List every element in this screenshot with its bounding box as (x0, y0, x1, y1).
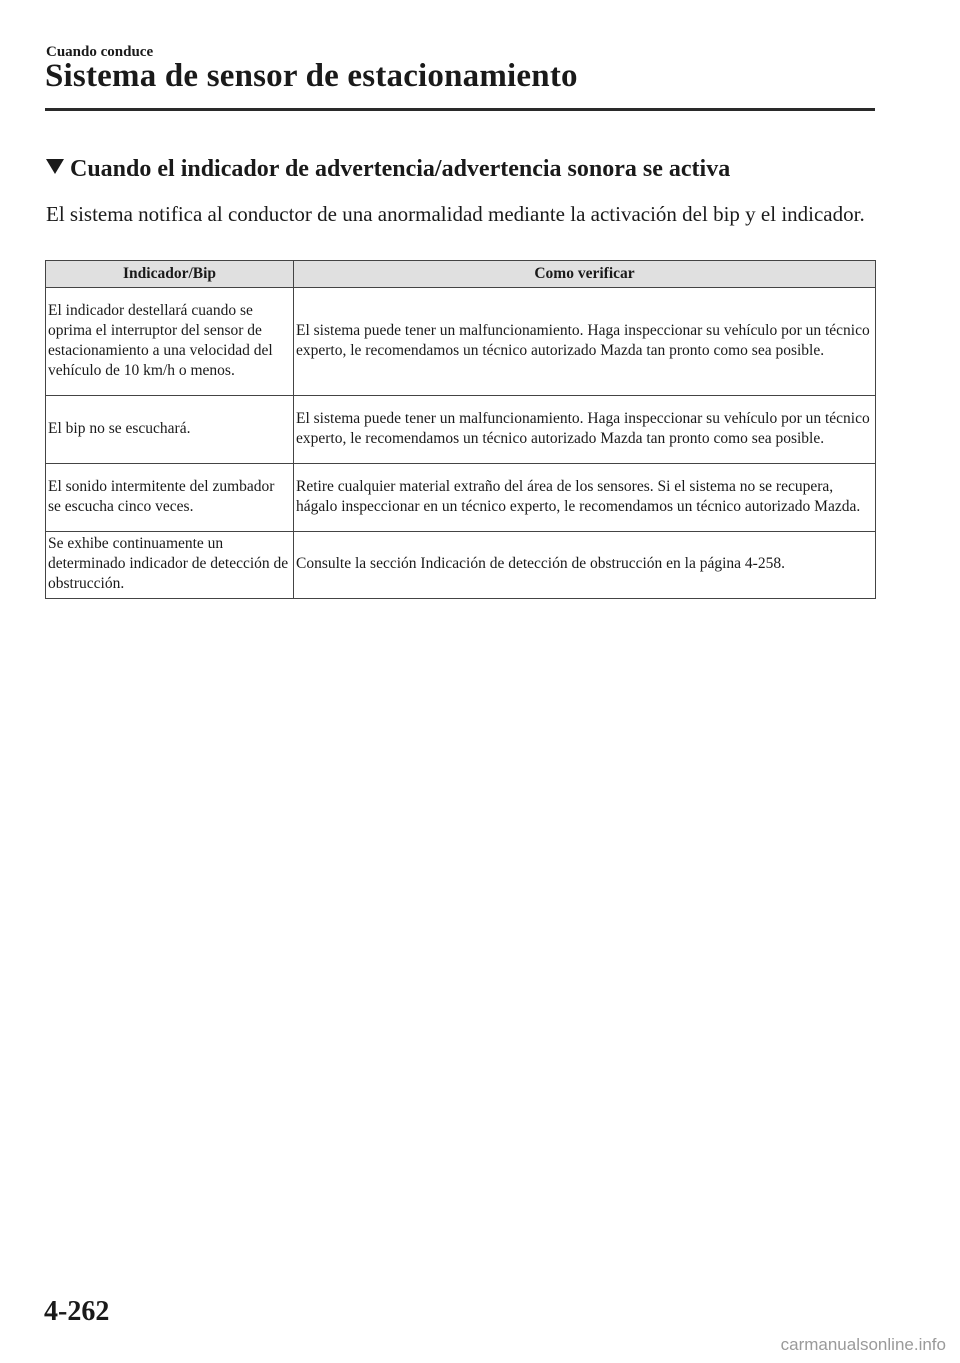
cell-indicator: El sonido intermitente del zumbador se escucha cinco veces. (46, 464, 294, 532)
cell-indicator: El bip no se escuchará. (46, 396, 294, 464)
watermark: carmanualsonline.info (780, 1335, 946, 1354)
page-number: 4-262 (44, 1296, 110, 1327)
table-row (46, 532, 876, 599)
table-row (46, 464, 876, 532)
section-heading-text: Cuando el indicador de advertencia/advertencia sonora se activa (70, 156, 731, 182)
cell-check: Retire cualquier material extraño del área de los sensores. Si el sistema no se recupera, hágalo inspeccionar en un técnico experto, le recomendamos un técnico autorizado Mazda. (294, 464, 876, 532)
table-row (46, 396, 876, 464)
page-title: Sistema de sensor de estacionamiento (45, 58, 578, 94)
cell-check: Consulte la sección Indicación de detección de obstrucción en la página 4-258. (294, 532, 876, 599)
table-header-row (46, 261, 876, 288)
triangle-bullet-icon (46, 159, 64, 174)
cell-check: El sistema puede tener un malfuncionamiento. Haga inspeccionar su vehículo por un técnico experto, le recomendamos un técnico autorizado Mazda tan pronto como sea posible. (294, 288, 876, 396)
cell-check: El sistema puede tener un malfuncionamiento. Haga inspeccionar su vehículo por un técnico experto, le recomendamos un técnico autorizado Mazda tan pronto como sea posible. (294, 396, 876, 464)
warning-table (45, 260, 876, 599)
header-divider (45, 108, 875, 111)
running-header-section: Cuando conduce (46, 44, 154, 60)
intro-paragraph: El sistema notifica al conductor de una anormalidad mediante la activación del bip y el indicador. (46, 202, 865, 226)
cell-indicator: Se exhibe continuamente un determinado indicador de detección de obstrucción. (46, 532, 294, 599)
column-header-indicator: Indicador/Bip (46, 261, 294, 288)
column-header-check: Como verificar (294, 261, 876, 288)
table-row (46, 288, 876, 396)
cell-indicator: El indicador destellará cuando se oprima el interruptor del sensor de estacionamiento a una velocidad del vehículo de 10 km/h o menos. (46, 288, 294, 396)
section-heading (46, 156, 730, 183)
